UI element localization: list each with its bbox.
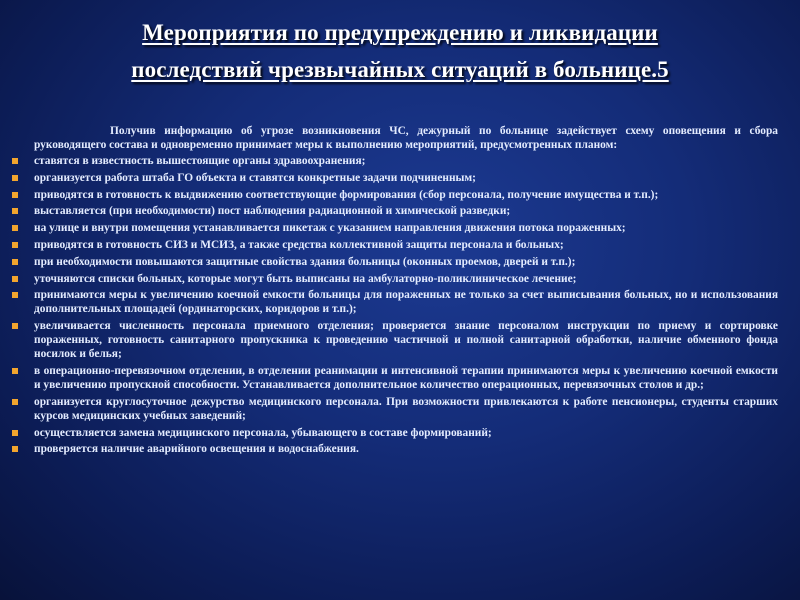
square-bullet-icon	[12, 292, 18, 298]
square-bullet-icon	[12, 259, 18, 265]
bullet-text: в операционно-перевязочном отделении, в отделении реанимации и интенсивной терапии принимаются меры к увеличению коечной емкости и увеличению пропускной способности. Устанавливается дополнительное количество операционных, перевязочных столов и др.;	[34, 364, 778, 391]
bullet-text: ставятся в известность вышестоящие органы здравоохранения;	[34, 155, 366, 167]
bullet-item	[12, 426, 778, 440]
bullet-text: принимаются меры к увеличению коечной емкости больницы для пораженных не только за счет выписывания больных, но и использования дополнительных площадей (ординаторских, коридоров и т.п.);	[34, 289, 778, 316]
bullet-list	[12, 154, 778, 456]
square-bullet-icon	[12, 368, 18, 374]
bullet-text: выставляется (при необходимости) пост наблюдения радиационной и химической разведки;	[34, 205, 511, 218]
square-bullet-icon	[12, 430, 18, 436]
square-bullet-icon	[12, 225, 18, 231]
bullet-item	[12, 442, 778, 456]
bullet-item	[12, 204, 778, 218]
bullet-item	[12, 272, 778, 286]
slide-title-line-1: Мероприятия по предупреждению и ликвидации	[142, 20, 658, 45]
square-bullet-icon	[12, 175, 18, 181]
bullet-text: осуществляется замена медицинского персонала, убывающего в составе формирований;	[34, 426, 492, 439]
bullet-item	[12, 238, 778, 252]
slide-content	[12, 124, 778, 459]
bullet-text: организуется работа штаба ГО объекта и ставятся конкретные задачи подчиненным;	[34, 171, 476, 184]
square-bullet-icon	[12, 208, 18, 214]
bullet-item	[12, 255, 778, 269]
square-bullet-icon	[12, 276, 18, 282]
square-bullet-icon	[12, 446, 18, 452]
slide-title-line-2: последствий чрезвычайных ситуаций в больнице.5	[131, 57, 669, 82]
intro-paragraph: Получив информацию об угрозе возникновения ЧС, дежурный по больнице задействует схему оповещения и сбора руководящего состава и одновременно принимает меры к выполнению мероприятий, предусмотренных планом:	[34, 125, 778, 151]
bullet-text: проверяется наличие аварийного освещения и водоснабжения.	[34, 443, 359, 456]
bullet-item	[12, 221, 778, 235]
square-bullet-icon	[12, 192, 18, 198]
square-bullet-icon	[12, 323, 18, 329]
bullet-text: приводятся в готовность к выдвижению соответствующие формирования (сбор персонала, получение имущества и т.п.);	[34, 188, 659, 201]
bullet-item	[12, 154, 778, 168]
bullet-text: при необходимости повышаются защитные свойства здания больницы (оконных проемов, дверей и т.п.);	[34, 255, 576, 268]
bullet-item	[12, 288, 778, 316]
bullet-text: организуется круглосуточное дежурство медицинского персонала. При возможности привлекаются к работе пенсионеры, студенты старших курсов медицинских учебных заведений;	[34, 395, 778, 422]
bullet-item	[12, 188, 778, 202]
slide-title	[20, 14, 780, 88]
bullet-text: увеличивается численность персонала приемного отделения; проверяется знание персоналом инструкции по приему и сортировке пораженных, готовность санитарного пропускника к проведению частичной и полной санитарной обработки, наличие обменного фонда носилок и белья;	[34, 320, 778, 361]
bullet-text: приводятся в готовность СИЗ и МСИЗ, а также средства коллективной защиты персонала и больных;	[34, 238, 564, 251]
bullet-item	[12, 319, 778, 361]
bullet-text: уточняются списки больных, которые могут быть выписаны на амбулаторно-поликлиническое лечение;	[34, 272, 577, 285]
bullet-item	[12, 171, 778, 185]
bullet-text: на улице и внутри помещения устанавливается пикетаж с указанием направления движения потока пораженных;	[34, 222, 626, 235]
square-bullet-icon	[12, 399, 18, 405]
bullet-item	[12, 364, 778, 392]
bullet-item	[12, 395, 778, 423]
square-bullet-icon	[12, 242, 18, 248]
square-bullet-icon	[12, 158, 18, 164]
